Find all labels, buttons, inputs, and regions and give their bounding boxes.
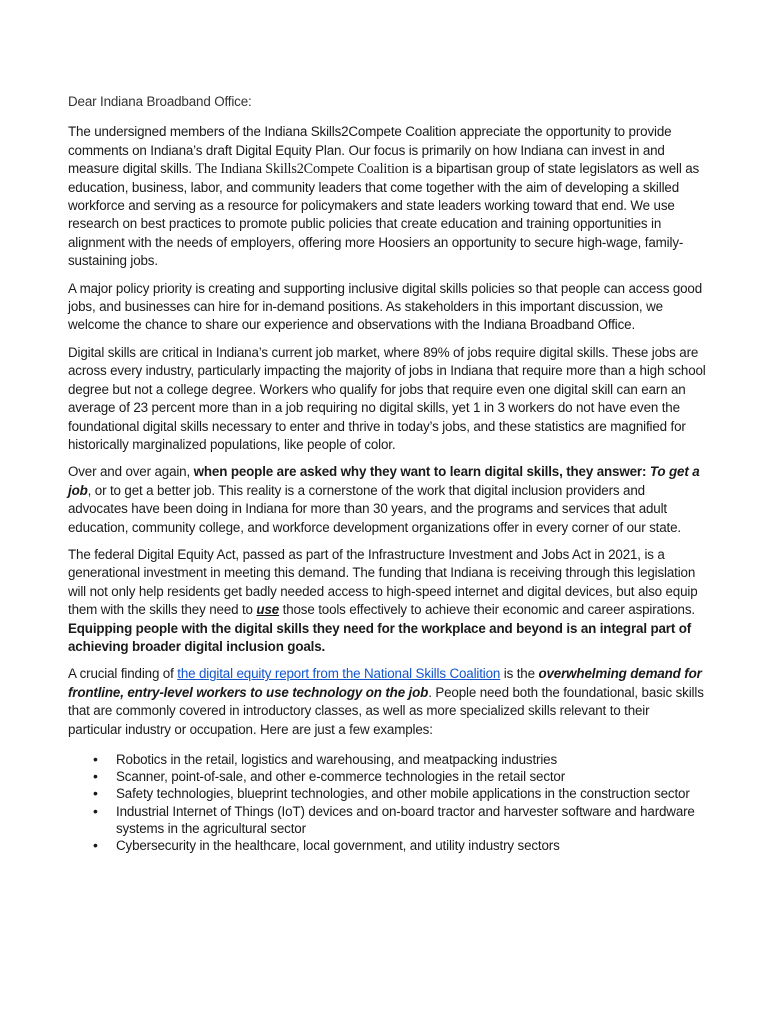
p4-bold-italic: To get a job bbox=[68, 464, 700, 498]
p6-text-a: A crucial finding of bbox=[68, 666, 178, 682]
paragraph-digital-equity-act bbox=[68, 546, 706, 656]
list-item-text: Scanner, point-of-sale, and other e-commerce technologies in the retail sector bbox=[116, 769, 566, 785]
coalition-name: The Indiana Skills2Compete Coalition bbox=[195, 161, 409, 178]
list-item-text: Safety technologies, blueprint technologies, and other mobile applications in the construction sector bbox=[116, 786, 690, 802]
salutation: Dear Indiana Broadband Office: bbox=[68, 94, 252, 109]
paragraph-coalition-intro bbox=[68, 123, 706, 270]
list-item bbox=[68, 837, 706, 854]
p4-text-a: Over and over again, bbox=[68, 464, 194, 480]
bullet-icon: • bbox=[93, 768, 98, 785]
paragraph-crucial-finding bbox=[68, 665, 706, 739]
p6-bold-italic: overwhelming demand for frontline, entry-level workers to use technology on the job bbox=[68, 666, 702, 700]
p1-text-c: is a bipartisan group of state legislators as well as education, business, labor, and community leaders that come together with the aim of developing a skilled workforce and serving as a resource for policymakers and state leaders working toward that end. We use research on best practices to promote public policies that create education and training opportunities in alignment with the needs of employers, offering more Hoosiers an opportunity to secure high-wage, family-sustaining jobs. bbox=[68, 161, 700, 269]
list-item bbox=[68, 803, 706, 837]
p4-text-d: , or to get a better job. This reality is a cornerstone of the work that digital inclusion providers and advocates have been doing in Indiana for more than 30 years, and the programs and services that adult education, community college, and workforce development organizations offer in every corner of our state. bbox=[68, 482, 681, 535]
paragraph-why-learn bbox=[68, 463, 706, 537]
p5-text-c: those tools effectively to achieve their economic and career aspirations. bbox=[279, 602, 695, 618]
letter-body bbox=[68, 93, 706, 854]
list-item-text: Cybersecurity in the healthcare, local government, and utility industry sectors bbox=[116, 838, 560, 854]
p6-text-d: . People need both the foundational, basic skills that are commonly covered in introductory classes, as well as more specialized skills relevant to their particular industry or occupation. Here are just a few examples: bbox=[68, 684, 704, 737]
list-item bbox=[68, 751, 706, 768]
p4-bold: when people are asked why they want to learn digital skills, they answer: bbox=[193, 464, 650, 480]
list-item bbox=[68, 768, 706, 785]
list-item-text: Robotics in the retail, logistics and warehousing, and meatpacking industries bbox=[116, 752, 558, 767]
bullet-icon: • bbox=[93, 751, 98, 767]
list-item bbox=[68, 785, 706, 802]
p5-use-emphasis: use bbox=[256, 602, 280, 618]
bullet-icon: • bbox=[93, 802, 98, 819]
digital-equity-report-link[interactable]: the digital equity report from the National Skills Coalition bbox=[177, 666, 501, 682]
examples-list bbox=[68, 751, 706, 854]
paragraph-digital-skills-critical: Digital skills are critical in Indiana’s current job market, where 89% of jobs require digital skills. These jobs are across every industry, particularly impacting the majority of jobs in Indiana that require more than a high school degree but not a college degree. Workers who qualify for jobs that require even one digital skill can earn an average of 23 percent more than in a job requiring no digital skills, yet 1 in 3 workers do not have even the foundational digital skills necessary to enter and thrive in today’s jobs, and these statistics are magnified for historically marginalized populations, like people of color. bbox=[68, 344, 706, 452]
p5-bold: Equipping people with the digital skills they need for the workplace and beyond is an integral part of achieving broader digital inclusion goals. bbox=[68, 620, 692, 654]
bullet-icon: • bbox=[93, 837, 98, 854]
p6-text-b: is the bbox=[500, 666, 539, 682]
p5-text-a: The federal Digital Equity Act, passed as part of the Infrastructure Investment and Jobs Act in 2021, is a generational investment in meeting this demand. The funding that Indiana is receiving through this legislation will not only help residents get badly needed access to high-speed internet and digital devices, but also equip them with the skills they need to bbox=[68, 546, 698, 618]
p1-text-a: The undersigned members of the Indiana Skills2Compete Coalition appreciate the opportunity to provide comments on Indiana’s draft Digital Equity Plan. Our focus is primarily on how Indiana can invest in and measure digital skills. bbox=[68, 124, 672, 177]
bullet-icon: • bbox=[93, 785, 98, 802]
paragraph-policy-priority: A major policy priority is creating and supporting inclusive digital skills policies so that people can access good jobs, and businesses can hire for in-demand positions. As stakeholders in this important discussion, we welcome the chance to share our experience and observations with the Indiana Broadband Office. bbox=[68, 280, 703, 333]
list-item-text: Industrial Internet of Things (IoT) devices and on-board tractor and harvester software and hardware systems in the agricultural sector bbox=[116, 803, 695, 836]
